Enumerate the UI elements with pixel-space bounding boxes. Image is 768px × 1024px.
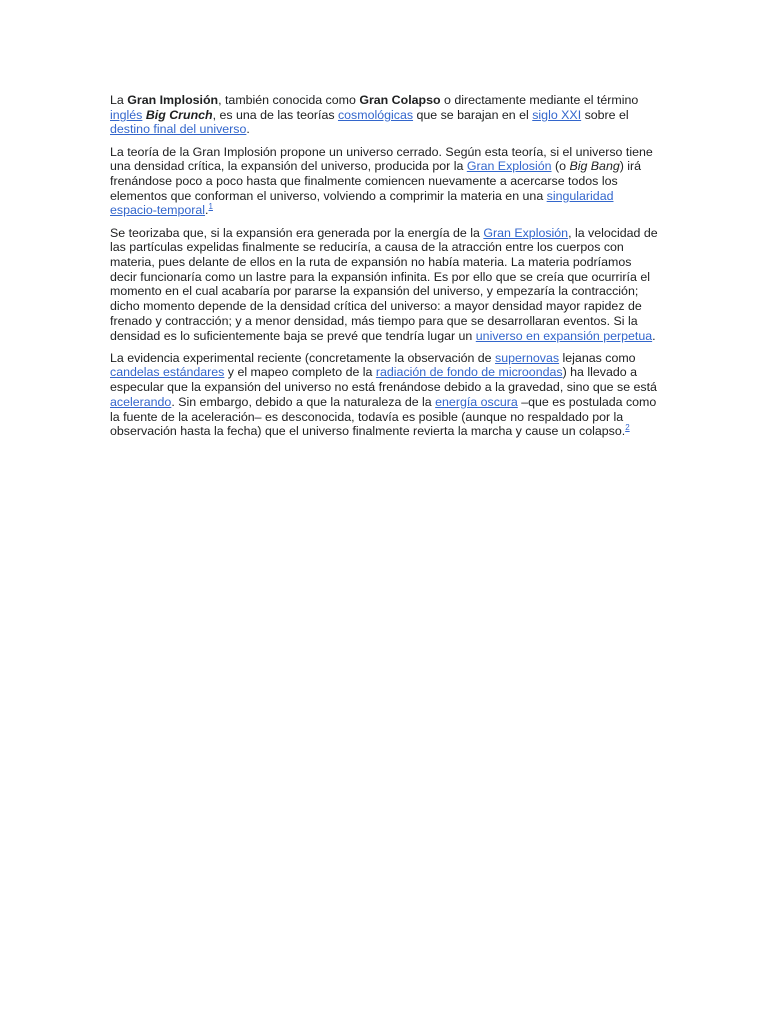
text: o directamente mediante el término xyxy=(440,93,639,107)
text: ) irá frenándose poco a poco hasta que finalmente comiencen nuevamente a acercarse todos los elementos que conforman el universo, volviendo a comprimir la materia en una xyxy=(110,159,642,203)
text: . xyxy=(246,122,250,137)
text: ) ha llevado a especular que la expansión del universo no está frenándose debido a la gravedad, sino que se está xyxy=(110,365,657,395)
link-ingles[interactable]: inglés xyxy=(110,107,143,122)
link-destino-final[interactable]: destino final del universo xyxy=(110,122,247,137)
link-supernovas[interactable]: supernovas xyxy=(495,350,560,365)
text: (o xyxy=(551,159,570,174)
link-universo-expansion[interactable]: universo en expansión perpetua xyxy=(475,328,653,343)
paragraph-evidencia xyxy=(110,351,660,439)
text: y el mapeo completo de la xyxy=(224,365,376,380)
paragraph-teoria xyxy=(110,145,660,219)
link-acelerando[interactable]: acelerando xyxy=(110,394,172,409)
link-gran-explosion[interactable]: Gran Explosión xyxy=(466,159,552,174)
text: La teoría de la Gran Implosión propone un universo cerrado. Según esta teoría, si el universo tiene una densidad crítica, la expansión del universo, producida por la xyxy=(110,144,653,174)
link-siglo-xxi[interactable]: siglo XXI xyxy=(532,107,582,122)
link-singularidad[interactable]: singularidad espacio-temporal xyxy=(110,188,614,218)
text: , también conocida como xyxy=(218,93,360,107)
paragraph-intro xyxy=(110,93,660,137)
link-candelas[interactable]: candelas estándares xyxy=(110,365,225,380)
text: , la velocidad de las partículas expelidas finalmente se reduciría, a causa de la atracción entre los cuerpos con materia, pues delante de ellos en la ruta de expansión no había materia. La materia podríamos decir funcionaría como un lastre para la expansión infinita. Es por ello que se creía que ocurriría el momento en el cual acabaría por pararse la expansión del universo, y empezaría la contracción; dicho momento depende de la densidad crítica del universo: a mayor densidad mayor rapidez de frenado y contracción; y a menor densidad, más tiempo para que se desarrollaran eventos. Si la densidad es lo suficientemente baja se prevé que tendría lugar un xyxy=(110,225,658,343)
text: La evidencia experimental reciente (concretamente la observación de xyxy=(110,350,496,365)
text: lejanas como xyxy=(559,350,636,365)
link-radiacion-fondo[interactable]: radiación de fondo de microondas xyxy=(375,365,563,380)
term-big-crunch: Big Crunch xyxy=(145,107,213,122)
text: . xyxy=(652,328,656,343)
paragraph-expansion xyxy=(110,226,660,344)
text: Se teorizaba que, si la expansión era generada por la energía de la xyxy=(110,225,484,240)
term-gran-colapso: Gran Colapso xyxy=(359,93,441,107)
footnote-1-link[interactable]: 1 xyxy=(208,202,213,212)
link-gran-explosion-2[interactable]: Gran Explosión xyxy=(483,225,569,240)
footnote-2-link[interactable]: 2 xyxy=(625,423,630,433)
text: –que es postulada como la fuente de la aceleración– es desconocida, todavía es posible (aunque no respaldado por la observación hasta la fecha) que el universo finalmente revierta la marcha y cause un colapso. xyxy=(110,394,657,439)
term-big-bang: Big Bang xyxy=(569,159,620,174)
term-gran-implosion: Gran Implosión xyxy=(127,93,219,107)
link-energia-oscura[interactable]: energía oscura xyxy=(435,394,518,409)
text: . Sin embargo, debido a que la naturaleza de la xyxy=(171,394,436,409)
document-body xyxy=(110,93,660,446)
text: . xyxy=(205,203,209,218)
text: , es una de las teorías xyxy=(212,107,338,122)
text: sobre el xyxy=(581,107,629,122)
text: que se barajan en el xyxy=(413,107,533,122)
text: La xyxy=(110,93,128,107)
link-cosmologicas[interactable]: cosmológicas xyxy=(337,107,414,122)
